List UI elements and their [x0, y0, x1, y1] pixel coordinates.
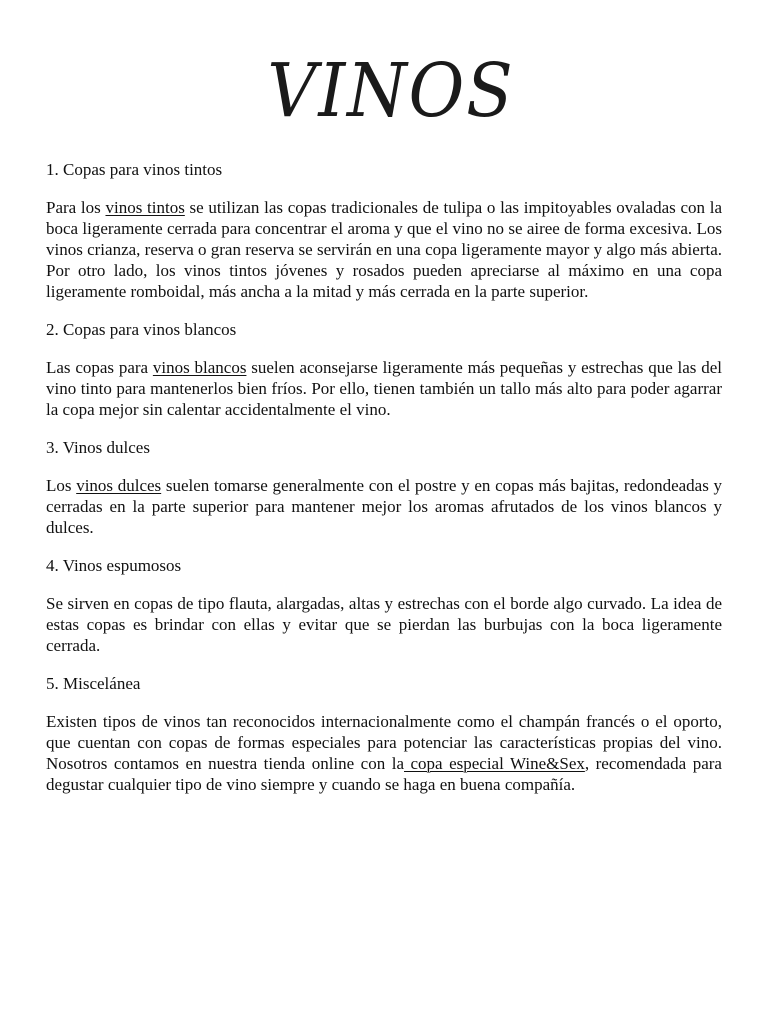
- link-vinos-tintos[interactable]: vinos tintos: [105, 198, 185, 217]
- document-title: VINOS: [267, 48, 515, 134]
- paragraph-text: , recomendada para degustar cualquier tipo de vino siempre y cuando se haga en buena compañía.: [46, 754, 722, 794]
- link-vinos-blancos[interactable]: vinos blancos: [152, 358, 247, 377]
- paragraph-text: suelen aconsejarse ligeramente más pequeñas y estrechas que las del vino tinto para mantenerlos bien fríos. Por ello, tienen también un tallo más alto para poder agarrar la copa mejor sin calentar accidentalmente el vino.: [46, 358, 722, 419]
- section-heading-red-wines: 1. Copas para vinos tintos: [46, 160, 223, 179]
- section-paragraph-sparkling-wines: Se sirven en copas de tipo flauta, alargadas, altas y estrechas con el borde algo curvado. La idea de estas copas es brindar con ellas y evitar que se pierdan las burbujas con la boca ligeramente cerrada.: [46, 594, 722, 655]
- paragraph-text: se utilizan las copas tradicionales de tulipa o las impitoyables ovaladas con la boca ligeramente cerrada para concentrar el aroma y que el vino no se airee de forma excesiva. Los vinos crianza, reserva o gran reserva se servirán en una copa ligeramente mayor y algo más abierta. Por otro lado, los vinos tintos jóvenes y rosados pueden apreciarse al máximo en una copa ligeramente romboidal, más ancha a la mitad y más cerrada en la parte superior.: [46, 198, 723, 301]
- document-body: [46, 159, 722, 812]
- section-paragraph-white-wines: [46, 357, 722, 420]
- section-heading-sparkling-wines: 4. Vinos espumosos: [46, 556, 182, 575]
- link-copa-especial[interactable]: copa especial Wine&Sex: [404, 754, 585, 773]
- section-heading-white-wines: 2. Copas para vinos blancos: [46, 320, 237, 339]
- section-heading-miscellany: 5. Miscelánea: [46, 674, 141, 693]
- section-paragraph-red-wines: [46, 197, 722, 302]
- paragraph-text: Los: [46, 476, 77, 495]
- section-paragraph-miscellany: [46, 711, 722, 795]
- paragraph-text: Las copas para: [46, 358, 153, 377]
- section-paragraph-sweet-wines: [46, 475, 722, 538]
- paragraph-text: Existen tipos de vinos tan reconocidos internacionalmente como el champán francés o el oporto, que cuentan con copas de formas especiales para potenciar las características propias del vino. Nosotros contamos en nuestra tienda online con la: [46, 712, 722, 773]
- paragraph-text: Para los: [46, 198, 106, 217]
- section-heading-sweet-wines: 3. Vinos dulces: [46, 438, 150, 457]
- link-vinos-dulces[interactable]: vinos dulces: [76, 476, 162, 495]
- paragraph-text: suelen tomarse generalmente con el postre y en copas más bajitas, redondeadas y cerradas en la parte superior para mantener mejor los aromas afrutados de los vinos blancos y dulces.: [46, 476, 723, 537]
